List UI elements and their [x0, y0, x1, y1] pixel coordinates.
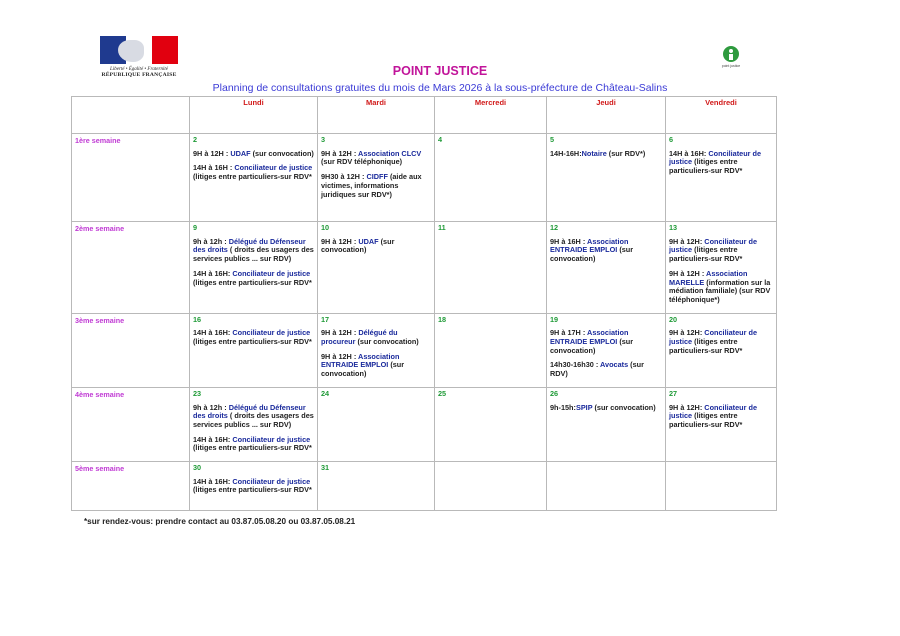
entry-text: 9H à 12H :	[321, 351, 359, 361]
service-name: Association CLCV	[358, 148, 422, 158]
entry-text: (aide aux victimes, informations juridiques sur RDV*)	[321, 172, 422, 199]
entry-text: (sur RDV)	[550, 360, 644, 379]
entry-text: (sur RDV*)	[606, 148, 646, 158]
entry-text: 9H à 12H :	[321, 328, 359, 338]
service-name: Conciliateur de justice	[232, 328, 311, 338]
day-number: 2	[193, 135, 198, 144]
appointment-entry	[669, 270, 773, 305]
day-number: 24	[321, 388, 330, 398]
entry-text: (sur convocation)	[321, 360, 405, 379]
entry-text: 9H à 16H :	[550, 236, 588, 246]
day-cell	[318, 222, 435, 314]
day-cell	[666, 222, 777, 314]
entry-text: (litiges entre particuliers-sur RDV*	[669, 411, 743, 429]
day-number: 17	[321, 314, 330, 324]
day-number: 31	[321, 463, 330, 473]
entry-text: (litiges entre particuliers-sur RDV*	[669, 245, 743, 264]
service-name: CIDFF	[366, 172, 388, 182]
day-header-vendredi: Vendredi	[666, 97, 777, 134]
service-name: Conciliateur de justice	[669, 402, 758, 421]
entry-text: 14H à 16H:	[193, 328, 233, 338]
republic-text: RÉPUBLIQUE FRANÇAISE	[101, 72, 177, 78]
point-justice-logo-text: point justice	[721, 64, 741, 68]
day-cell	[435, 387, 547, 461]
entry-text: 14H à 16H :	[193, 163, 235, 173]
appointment-entry	[193, 436, 314, 453]
entry-text: 9h à 12h :	[193, 402, 229, 412]
day-cell	[190, 462, 318, 511]
entry-text: 14h30-16h30 :	[550, 360, 601, 370]
entry-text: (sur RDV téléphonique)	[321, 157, 403, 167]
day-number: 25	[438, 388, 447, 398]
day-cell	[666, 462, 777, 511]
appointment-entry	[550, 238, 662, 264]
appointment-entry	[193, 238, 314, 264]
day-number: 6	[669, 135, 674, 144]
entry-text: 14H à 16H:	[193, 434, 233, 444]
appointment-entry	[193, 270, 314, 287]
day-cell	[190, 222, 318, 314]
day-number: 20	[669, 314, 678, 324]
day-cell	[435, 313, 547, 387]
day-number: 13	[669, 223, 678, 232]
entry-text: (sur convocation)	[250, 148, 314, 158]
day-cell	[666, 134, 777, 222]
appointment-entry	[669, 404, 773, 430]
motto-text: Liberté • Égalité • Fraternité	[110, 67, 168, 72]
day-number: 23	[193, 388, 202, 398]
appointment-entry	[550, 150, 662, 159]
service-name: Conciliateur de justice	[234, 163, 313, 173]
entry-text: (litiges entre particuliers-sur RDV*	[193, 337, 312, 347]
service-name: Association ENTRAIDE EMPLOI	[550, 236, 629, 255]
page-subtitle: Planning de consultations gratuites du mois de Mars 2026 à la sous-préfecture de Château-Salins	[212, 82, 668, 94]
entry-text: 9h-15h:	[550, 402, 576, 412]
appointment-entry	[669, 329, 773, 355]
entry-text: 9H à 12H :	[193, 148, 231, 158]
day-cell	[666, 313, 777, 387]
service-name: Conciliateur de justice	[669, 328, 758, 347]
day-cell	[547, 313, 666, 387]
appointment-entry	[321, 238, 431, 255]
service-name: UDAF	[358, 236, 379, 246]
service-name: Délégué du Défenseur des droits	[193, 402, 306, 421]
entry-text: ( droits des usagers des services publics ... sur RDV)	[193, 411, 314, 429]
entry-text: (litiges entre particuliers-sur RDV*	[193, 277, 312, 287]
entry-text: 9H à 12H :	[321, 236, 359, 246]
appointment-entry	[321, 353, 431, 379]
appointment-entry	[193, 404, 314, 430]
day-cell	[190, 387, 318, 461]
entry-text: 9H30 à 12H :	[321, 172, 367, 182]
appointment-entry	[550, 329, 662, 355]
day-cell	[435, 222, 547, 314]
entry-text: (litiges entre particuliers-sur RDV*	[669, 157, 743, 176]
day-cell	[547, 134, 666, 222]
day-header-mercredi: Mercredi	[435, 97, 547, 134]
entry-text: ( droits des usagers des services publics ... sur RDV)	[193, 245, 314, 264]
entry-text: (sur convocation)	[592, 402, 656, 412]
day-number: 10	[321, 223, 330, 232]
day-cell	[435, 134, 547, 222]
day-cell	[435, 462, 547, 511]
day-cell	[666, 387, 777, 461]
entry-text: 9H à 12H:	[669, 236, 705, 246]
entry-text: (sur convocation)	[321, 236, 395, 255]
appointment-entry	[550, 361, 662, 378]
service-name: Délégué du procureur	[321, 328, 398, 347]
day-number: 12	[550, 223, 559, 232]
entry-text: 14H à 16H:	[669, 148, 709, 158]
entry-text: (sur convocation)	[550, 245, 634, 264]
day-number: 11	[438, 223, 446, 232]
day-number: 30	[193, 463, 202, 473]
entry-text: 14H-16H:	[550, 148, 582, 158]
service-name: Conciliateur de justice	[232, 268, 311, 278]
week-row	[72, 134, 777, 222]
entry-text: 9H à 12H :	[321, 148, 359, 158]
marianne-flag-icon	[100, 36, 178, 64]
day-cell	[318, 134, 435, 222]
day-number: 3	[321, 135, 326, 144]
day-cell	[318, 462, 435, 511]
day-cell	[547, 387, 666, 461]
service-name: UDAF	[230, 148, 251, 158]
entry-text: 9H à 12H :	[669, 268, 707, 278]
appointment-entry	[193, 478, 314, 495]
day-number: 5	[550, 135, 555, 144]
entry-text: (litiges entre particuliers-sur RDV*	[193, 485, 312, 495]
day-header-jeudi: Jeudi	[547, 97, 666, 134]
day-cell	[190, 313, 318, 387]
week-row	[72, 387, 777, 461]
service-name: Conciliateur de justice	[232, 476, 311, 486]
day-number: 27	[669, 388, 678, 398]
week-label: 3ème semaine	[72, 313, 190, 387]
week-label: 5ème semaine	[72, 462, 190, 511]
entry-text: 14H à 16H:	[193, 476, 233, 486]
service-name: Association MARELLE	[669, 268, 748, 287]
service-name: Conciliateur de justice	[669, 148, 762, 167]
appointment-entry	[321, 329, 431, 346]
day-number: 9	[193, 223, 198, 232]
day-cell	[190, 134, 318, 222]
service-name: Association ENTRAIDE EMPLOI	[321, 351, 400, 370]
day-cell	[547, 222, 666, 314]
entry-text: 14H à 16H:	[193, 268, 233, 278]
entry-text: (litiges entre particuliers-sur RDV*	[669, 337, 743, 355]
service-name: Délégué du Défenseur des droits	[193, 236, 306, 255]
entry-text: (information sur la médiation familiale) (sur RDV téléphonique*)	[669, 277, 771, 304]
service-name: Conciliateur de justice	[669, 236, 758, 255]
day-header-mardi: Mardi	[318, 97, 435, 134]
appointment-entry	[193, 164, 314, 181]
day-cell	[318, 387, 435, 461]
point-justice-icon	[723, 46, 739, 62]
appointment-entry	[550, 404, 662, 413]
appointment-entry	[669, 150, 773, 176]
day-number: 19	[550, 314, 559, 324]
appointment-entry	[193, 150, 314, 159]
entry-text: (litiges entre particuliers-sur RDV*	[193, 172, 312, 182]
day-cell	[318, 313, 435, 387]
corner-cell	[72, 97, 190, 134]
day-header-lundi: Lundi	[190, 97, 318, 134]
schedule-table	[71, 96, 777, 511]
entry-text: (sur convocation)	[355, 337, 419, 347]
week-row	[72, 313, 777, 387]
entry-text: 9H à 12H:	[669, 402, 705, 412]
appointment-entry	[669, 238, 773, 264]
service-name: Notaire	[581, 148, 607, 158]
appointment-entry	[193, 329, 314, 346]
week-row	[72, 222, 777, 314]
entry-text: (sur convocation)	[550, 337, 634, 355]
day-cell	[547, 462, 666, 511]
entry-text: (litiges entre particuliers-sur RDV*	[193, 443, 312, 453]
week-row	[72, 462, 777, 511]
service-name: Conciliateur de justice	[232, 434, 311, 444]
appointment-entry	[321, 150, 431, 167]
entry-text: 9h à 12h :	[193, 236, 229, 246]
service-name: Avocats	[600, 360, 629, 370]
service-name: SPIP	[575, 402, 593, 412]
day-number: 26	[550, 388, 559, 398]
week-label: 4ème semaine	[72, 387, 190, 461]
appointment-entry	[321, 173, 431, 199]
entry-text: 9H à 17H :	[550, 328, 588, 338]
entry-text: 9H à 12H:	[669, 328, 705, 338]
header-row	[72, 97, 777, 134]
day-number: 18	[438, 314, 447, 324]
week-label: 1ère semaine	[72, 134, 190, 222]
day-number: 16	[193, 314, 202, 324]
day-number: 4	[438, 135, 443, 144]
week-label: 2ème semaine	[72, 222, 190, 314]
page-title: POINT JUSTICE	[392, 64, 488, 78]
footnote: *sur rendez-vous: prendre contact au 03.87.05.08.20 ou 03.87.05.08.21	[84, 517, 356, 526]
service-name: Association ENTRAIDE EMPLOI	[550, 328, 629, 347]
